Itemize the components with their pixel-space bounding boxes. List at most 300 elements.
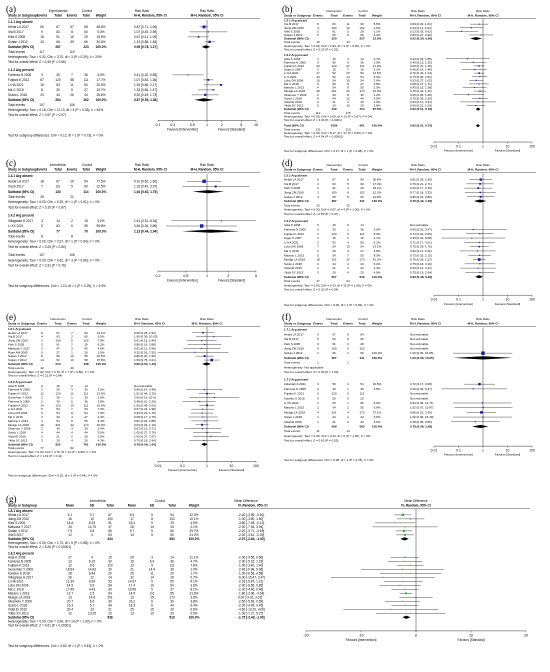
study-weight-square	[473, 388, 474, 389]
study-weight-square	[213, 336, 214, 337]
study-name: Subtotal (95% CI)	[8, 98, 35, 102]
study-name: Yildiz SY 2013	[284, 103, 304, 108]
cell-value: 22.0%	[96, 422, 106, 427]
cell-value: 13	[90, 607, 94, 612]
cell-value: 30	[360, 92, 364, 97]
effect-ci-label: 0.75 [0.35, 1.59]	[410, 96, 432, 101]
effect-ci-label: 0.63 [0.51, 0.78]	[410, 107, 433, 112]
column-header: Total	[54, 321, 62, 326]
cell-value: 223	[83, 45, 89, 49]
forest-plot-g	[6, 494, 544, 670]
cell-value: 3.6	[149, 591, 155, 596]
cell-value: 6.9%	[373, 415, 381, 420]
column-header: Total	[330, 13, 338, 18]
cell-value: 28	[68, 571, 72, 576]
plot-column-header: M-H, Random, 95% CI	[467, 321, 499, 326]
cell-value: 30	[108, 559, 112, 564]
effect-ci-label: Not estimable	[410, 396, 429, 401]
pooled-estimate-diamond	[400, 537, 408, 540]
cell-value: 5	[151, 513, 153, 517]
study-weight-square	[215, 185, 217, 187]
cell-value: 21.2%	[189, 533, 199, 537]
cell-value: 67	[108, 513, 112, 517]
subgroup-heading: 1.2.2 Arg present	[284, 53, 309, 58]
cell-value: 26	[68, 525, 72, 529]
study-weight-square	[405, 592, 407, 594]
cell-value: 0.7%	[190, 575, 198, 580]
cell-value: 15	[332, 56, 336, 61]
cell-value: 68	[84, 25, 88, 29]
column-header: Weight	[372, 167, 382, 172]
cell-value: 9	[347, 85, 349, 90]
cell-value: 6.9%	[373, 401, 381, 406]
study-weight-square	[475, 105, 476, 106]
study-name: Marano L 2013	[284, 253, 305, 258]
study-name: Heida LA 2017	[284, 332, 304, 337]
summary-text: Test for overall effect: Z = 0.21 (P = 0.84)	[8, 373, 63, 378]
study-name: Li XX 2021	[8, 224, 24, 229]
column-header: Weight	[95, 167, 107, 172]
study-name: Scislo L 2018	[284, 261, 302, 266]
x-tick-label: 0.1	[456, 144, 461, 149]
cell-value: 13	[68, 595, 72, 600]
summary-text: Heterogeneity: Tau² = 0.00; Chi² = 0.07, df = 4 (P = 1.00); I² = 0%	[284, 207, 371, 212]
cell-value: 70	[84, 229, 88, 234]
study-weight-square	[221, 220, 222, 221]
cell-value: 7	[317, 244, 319, 249]
cell-value: 50	[360, 240, 364, 245]
x-tick-label: 0.01	[154, 463, 162, 468]
study-weight-square	[198, 36, 200, 38]
cell-value: 60	[360, 181, 364, 186]
column-header: Study or Subgroup	[284, 167, 312, 172]
subgroup-heading: 1.8.1 Arg absent	[8, 509, 33, 513]
plot-column-header: M-H, Random, 95% CI	[467, 167, 499, 172]
favours-left-label: Favours [Intervention]	[443, 301, 474, 306]
study-weight-square	[473, 229, 474, 230]
cell-value: 4.6%	[373, 419, 381, 424]
effect-ci-label: Not estimable	[410, 332, 429, 337]
study-name: Suttan J 2012	[8, 354, 27, 359]
cell-value: 5.5%	[373, 96, 381, 101]
study-weight-square	[410, 573, 411, 574]
cell-value: 210	[345, 127, 351, 132]
cell-value: 4	[347, 261, 349, 266]
cell-value: 5.4%	[97, 418, 105, 423]
cell-value: 41.2%	[372, 257, 382, 262]
cell-value: 1	[317, 351, 319, 356]
cell-value: 5	[41, 411, 43, 416]
cell-value: 4.3%	[97, 438, 105, 443]
cell-value: 36	[84, 387, 88, 392]
effect-ci-label: 0.96 [0.63, 1.45]	[134, 362, 157, 366]
cell-value: 12	[346, 96, 350, 101]
cell-value: 30	[56, 387, 60, 392]
cell-value: 55	[84, 224, 88, 229]
study-name: Subtotal (95% CI)	[284, 355, 309, 360]
group-header-control: Control	[358, 317, 368, 321]
cell-value: 28	[130, 525, 134, 529]
cell-value: 20	[316, 89, 320, 94]
study-weight-square	[200, 224, 203, 227]
effect-ci-label: 0.80 [0.16, 3.88]	[134, 342, 156, 347]
cell-value: 100	[331, 190, 337, 195]
cell-value: 18	[40, 179, 44, 184]
cell-value: 3	[41, 415, 43, 420]
subgroup-heading: 1.2.1 Arg absent	[284, 18, 308, 23]
summary-text: Test for overall effect: Z = 2.33 (P = 0.02)	[284, 47, 339, 52]
cell-value: 3	[41, 438, 43, 443]
cell-value: 30	[332, 227, 336, 232]
panel-label: (b)	[282, 4, 293, 14]
cell-value: 739	[331, 107, 337, 112]
cell-value: 12	[346, 25, 350, 30]
study-name: Yildiz SY 2013	[8, 438, 28, 443]
cell-value: 7.8%	[190, 563, 198, 568]
cell-value: 6	[41, 330, 43, 335]
summary-text: Total events	[8, 103, 26, 107]
effect-title-left: Risk Ratio	[411, 163, 425, 167]
study-weight-square	[479, 242, 480, 243]
effect-ci-label: 0.40 [0.02, 9.47]	[410, 386, 432, 391]
study-name: Heida LA 2017	[284, 177, 304, 182]
effect-ci-label: 0.34 [0.11, 1.02]	[410, 25, 432, 30]
cell-value: 14	[360, 223, 364, 228]
cell-value: 10	[346, 103, 350, 108]
study-weight-square	[404, 534, 406, 536]
x-tick-label: 10	[229, 463, 234, 468]
plot-column-header: M-H, Random, 95% CI	[467, 13, 499, 18]
cell-value: 2.6%	[373, 25, 381, 30]
cell-value: 3.6%	[190, 583, 198, 588]
effect-ci-label: -2.00 [-4.56, 0.56]	[238, 555, 264, 560]
cell-value: 5	[41, 224, 43, 229]
cell-value: 12	[90, 575, 94, 580]
cell-value: 11	[70, 391, 74, 396]
cell-value: 0	[41, 350, 43, 355]
effect-ci-label: 2.00 [0.19, 20.9]	[134, 395, 156, 400]
cell-value: 8	[347, 92, 349, 97]
cell-value: 3.2%	[373, 33, 381, 37]
cell-value: 4	[71, 438, 73, 443]
cell-value: 657	[331, 274, 337, 279]
cell-value: 2	[347, 419, 349, 424]
subgroup-difference-test: Test for subgroup differences: Chi² = 0.22, df = 1 (P = 0.64), I² = 0%	[8, 473, 98, 478]
cell-value: 29	[170, 521, 174, 525]
study-weight-square	[202, 180, 205, 183]
study-weight-square	[204, 344, 205, 345]
cell-value: 4	[317, 85, 319, 90]
cell-value: 20	[108, 611, 112, 616]
cell-value: 22.5%	[96, 184, 106, 189]
cell-value: 6	[151, 599, 153, 604]
cell-value: 9	[151, 579, 153, 584]
x-tick-label: 0.01	[430, 144, 438, 149]
effect-ci-label: 1.00 [0.27, 3.76]	[134, 430, 156, 435]
study-weight-square	[404, 605, 405, 606]
summary-text: Heterogeneity: Tau² = 0.00; Chi² = 0.33, df = 11 (P = 1.00); I² = 0%	[284, 283, 372, 288]
cell-value: 13	[130, 611, 134, 616]
cell-value: 0	[347, 346, 349, 351]
study-weight-square	[479, 255, 480, 256]
cell-value: 29	[360, 186, 364, 191]
cell-value: 44	[360, 261, 364, 266]
study-weight-square	[478, 101, 479, 102]
cell-value: 117	[39, 50, 45, 54]
cell-value: 3.6%	[190, 595, 198, 600]
cell-value: 44	[332, 96, 336, 101]
effect-ci-label: 0.40 [0.12, 1.35]	[410, 60, 432, 65]
group-header-intervention: Intervention	[50, 317, 66, 321]
cell-value: 54	[56, 418, 60, 423]
cell-value: 1	[347, 386, 349, 391]
cell-value: 30	[108, 587, 112, 592]
cell-value: 8	[347, 81, 349, 86]
cell-value: 30	[332, 248, 336, 253]
cell-value: 12	[68, 533, 72, 537]
effect-ci-label: -1.00 [-3.50, 1.50]	[238, 517, 264, 521]
study-name: Li HA 2021	[8, 83, 24, 87]
study-name: Fujitani K 2012	[8, 403, 29, 408]
study-weight-square	[404, 589, 405, 590]
study-name: Yildiz SY 2013	[8, 611, 29, 616]
study-name: Subtotal (95% CI)	[8, 362, 33, 366]
cell-value: 640	[359, 274, 365, 279]
cell-value: 14	[170, 555, 174, 560]
study-name: Klek S 2005	[8, 342, 25, 347]
cell-value: 30	[84, 426, 88, 431]
cell-value: 4.2%	[97, 218, 105, 223]
effect-ci-label: 0.87 [0.71, 1.06]	[134, 25, 158, 29]
x-tick-label: 0.01	[430, 297, 438, 302]
study-name: Matsuda Y 2017	[8, 525, 32, 529]
cell-value: 30	[56, 415, 60, 420]
cell-value: 6	[151, 603, 153, 608]
effect-ci-label: 0.61 [0.11, 3.48]	[134, 346, 156, 351]
study-name: Li HA 2021	[284, 71, 299, 76]
cell-value: 10	[316, 78, 320, 83]
cell-value: 13	[70, 403, 74, 408]
cell-value: 54	[332, 78, 336, 83]
effect-ci-label: 0.76 [0.42, 1.38]	[410, 199, 433, 204]
pooled-estimate-diamond	[470, 37, 482, 40]
effect-ci-label: Not estimable	[410, 223, 429, 228]
cell-value: 5	[41, 407, 43, 412]
effect-ci-label: 0.80 [0.34, 1.90]	[134, 354, 156, 359]
cell-value: 16	[68, 517, 72, 521]
column-header: Events	[343, 321, 353, 326]
cell-value: 14	[40, 358, 44, 363]
summary-text: Test for overall effect: Z = 0.45 (P = 0.66)	[8, 60, 66, 64]
cell-value: 0	[317, 223, 319, 228]
cell-value: 54	[360, 74, 364, 79]
cell-value: 106	[69, 103, 75, 107]
study-weight-square	[212, 89, 213, 90]
effect-ci-label: 0.25 [0.06, 1.08]	[410, 92, 432, 97]
x-tick-label: 100	[529, 448, 535, 453]
cell-value: 32.8%	[372, 382, 382, 387]
cell-value: 50	[84, 83, 88, 87]
study-weight-square	[382, 577, 383, 578]
summary-text: Test for overall effect: Z = 0.63 (P = 0.53)	[284, 438, 339, 443]
study-name: Yildiz SY 2013	[284, 270, 304, 275]
cell-value: 44	[170, 603, 174, 608]
cell-value: 14.1%	[96, 330, 106, 335]
cell-value: 100.0%	[371, 274, 383, 279]
study-name: Marano L 2013	[284, 405, 305, 410]
cell-value: 0	[317, 346, 319, 351]
cell-value: 5	[151, 533, 153, 537]
cell-value: 1.6%	[97, 395, 105, 400]
cell-value: 1.0%	[373, 227, 381, 232]
cell-value: 20	[84, 438, 88, 443]
cell-value: 20	[170, 611, 174, 616]
study-weight-square	[480, 34, 481, 35]
effect-ci-label: 0.73 [0.25, 2.15]	[410, 253, 432, 258]
cell-value: 119	[69, 50, 75, 54]
cell-value: 257	[359, 36, 365, 41]
study-name: Subtotal (95% CI)	[8, 615, 35, 620]
study-name: Vidal EI 2016	[284, 266, 302, 271]
group-header-intervention: Experimental	[48, 9, 68, 13]
cell-value: 15	[40, 35, 44, 39]
cell-value: 32	[130, 575, 134, 580]
study-weight-square	[395, 522, 396, 523]
cell-value: 14	[346, 429, 350, 434]
favours-left-label: Favours [Intervention]	[443, 452, 474, 457]
cell-value: 54	[56, 411, 60, 416]
cell-value: 13	[68, 559, 72, 564]
cell-value: 14.83	[88, 567, 96, 572]
column-header: Events	[36, 167, 48, 172]
favours-right-label: Favours [Standard]	[217, 127, 246, 132]
effect-ci-label: 0.63 [0.12, 3.41]	[410, 266, 432, 271]
forest-plot-d	[282, 158, 544, 308]
effect-ci-label: 0.50 [0.21, 1.20]	[410, 103, 432, 108]
study-name: Subtotal (95% CI)	[284, 107, 309, 112]
summary-text: Heterogeneity: Tau² = 0.00; Chi² = 8.17, df = 17 (P = 0.96); I² = 0%	[284, 130, 373, 135]
cell-value: 0	[317, 396, 319, 401]
cell-value: 5	[151, 529, 153, 533]
study-weight-square	[402, 514, 404, 516]
column-header: Weight	[188, 503, 200, 508]
effect-ci-label: -2.50 [-5.69, 0.69]	[238, 599, 264, 604]
cell-value: 5.2%	[373, 261, 381, 266]
study-weight-square	[479, 233, 480, 234]
cell-value: 311	[359, 355, 365, 360]
study-name: Suttan J 2012	[284, 33, 303, 37]
group-header-intervention: Intervention	[326, 163, 342, 167]
study-weight-square	[476, 80, 477, 81]
cell-value: 822	[55, 442, 61, 447]
cell-value: 5	[347, 29, 349, 34]
effect-ci-label: 1.00 [0.06, 15.65]	[410, 355, 434, 360]
subgroup-heading: 1.4.2 Arg present	[8, 213, 34, 218]
cell-value: 30	[332, 60, 336, 65]
cell-value: 112	[315, 110, 321, 115]
effect-ci-label: 0.63 [0.22, 1.79]	[134, 411, 156, 416]
study-name: Subtotal (95% CI)	[8, 442, 33, 447]
cell-value: 12.7	[66, 591, 74, 596]
cell-value: 29	[84, 342, 88, 347]
cell-value: 320	[331, 36, 337, 41]
summary-text: Total events	[8, 234, 26, 239]
cell-value: 48.6%	[96, 25, 106, 29]
effect-title-plot: Risk Ratio	[476, 163, 490, 167]
study-name: Ma C 2018	[8, 88, 24, 92]
study-name: Ryan AM 2009	[8, 350, 28, 355]
cell-value: 14	[150, 575, 154, 580]
summary-text: Test for overall effect: Z = 4.33 (P < 0.0001)	[284, 117, 342, 122]
cell-value: 60	[170, 533, 174, 537]
cell-value: 58	[84, 358, 88, 363]
cell-value: 25	[40, 195, 44, 199]
effect-ci-label: -2.40 [-3.99, -0.81]	[238, 513, 265, 517]
cell-value: 5	[71, 418, 73, 423]
cell-value: 63	[332, 22, 336, 27]
study-name: Farreras N 2005	[8, 387, 30, 392]
study-weight-square	[479, 192, 480, 193]
cell-value: 6.3%	[373, 74, 381, 79]
cell-value: 8	[317, 22, 319, 27]
effect-ci-label: -1.00 [-6.58, 4.58]	[238, 571, 264, 576]
x-tick-label: 1	[482, 144, 484, 149]
study-name: Vidal EI 2016	[8, 607, 27, 612]
cell-value: 43	[40, 40, 44, 44]
effect-ci-label: 1.02 [0.07, 15.87]	[410, 405, 434, 410]
cell-value: 60	[84, 184, 88, 189]
column-header: M-H, Random, 95% CI	[410, 167, 441, 172]
x-tick-label: 0.5	[189, 123, 195, 128]
cell-value: 201	[331, 89, 337, 94]
effect-ci-label: 0.67 [0.23, 1.98]	[134, 407, 156, 412]
study-name: Klek S 2005	[8, 35, 26, 39]
study-name: Aida K 2008	[284, 223, 301, 228]
subgroup-heading: 1.3.1 Arg absent	[8, 174, 33, 179]
cell-value: 1	[317, 401, 319, 406]
cell-value: 4	[41, 430, 43, 435]
cell-value: 54	[84, 179, 88, 184]
cell-value: 3.7	[89, 513, 95, 517]
cell-value: 14.6	[66, 521, 74, 525]
subgroup-heading: 1.5.1 Arg absent	[284, 173, 308, 178]
cell-value: 6	[347, 177, 349, 182]
cell-value: 30.6%	[96, 40, 106, 44]
cell-value: 2	[317, 248, 319, 253]
summary-text: Heterogeneity: Tau² = 0.00; Chi² = 2.93, df = 3 (P = 0.40); I² = 0%	[284, 43, 371, 48]
pooled-estimate-diamond	[182, 230, 240, 233]
cell-value: 107	[39, 253, 45, 258]
cell-value: 5	[317, 103, 319, 108]
cell-value: 30	[108, 567, 112, 572]
cell-value: 12.5%	[372, 36, 382, 41]
cell-value: 3	[317, 261, 319, 266]
column-header: Study or Subgroup	[8, 321, 36, 326]
effect-ci-label: -2.07 [-2.84, -1.30]	[238, 537, 265, 541]
favours-left-label: Favours [Intervention]	[443, 148, 474, 153]
cell-value: 3.0%	[97, 434, 105, 439]
column-header: M-H, Random, 95% CI	[134, 167, 167, 172]
x-tick-label: 0.1	[155, 123, 161, 128]
cell-value: 120	[55, 403, 61, 408]
cell-value: 17	[130, 517, 134, 521]
effect-ci-label: 0.32 [0.01, 7.55]	[134, 350, 156, 355]
cell-value: 4	[317, 410, 319, 415]
cell-value: 2	[71, 334, 73, 339]
cell-value: 14	[84, 383, 88, 388]
study-name: Xia B 2017	[8, 334, 23, 339]
cell-value: 9	[317, 96, 319, 101]
